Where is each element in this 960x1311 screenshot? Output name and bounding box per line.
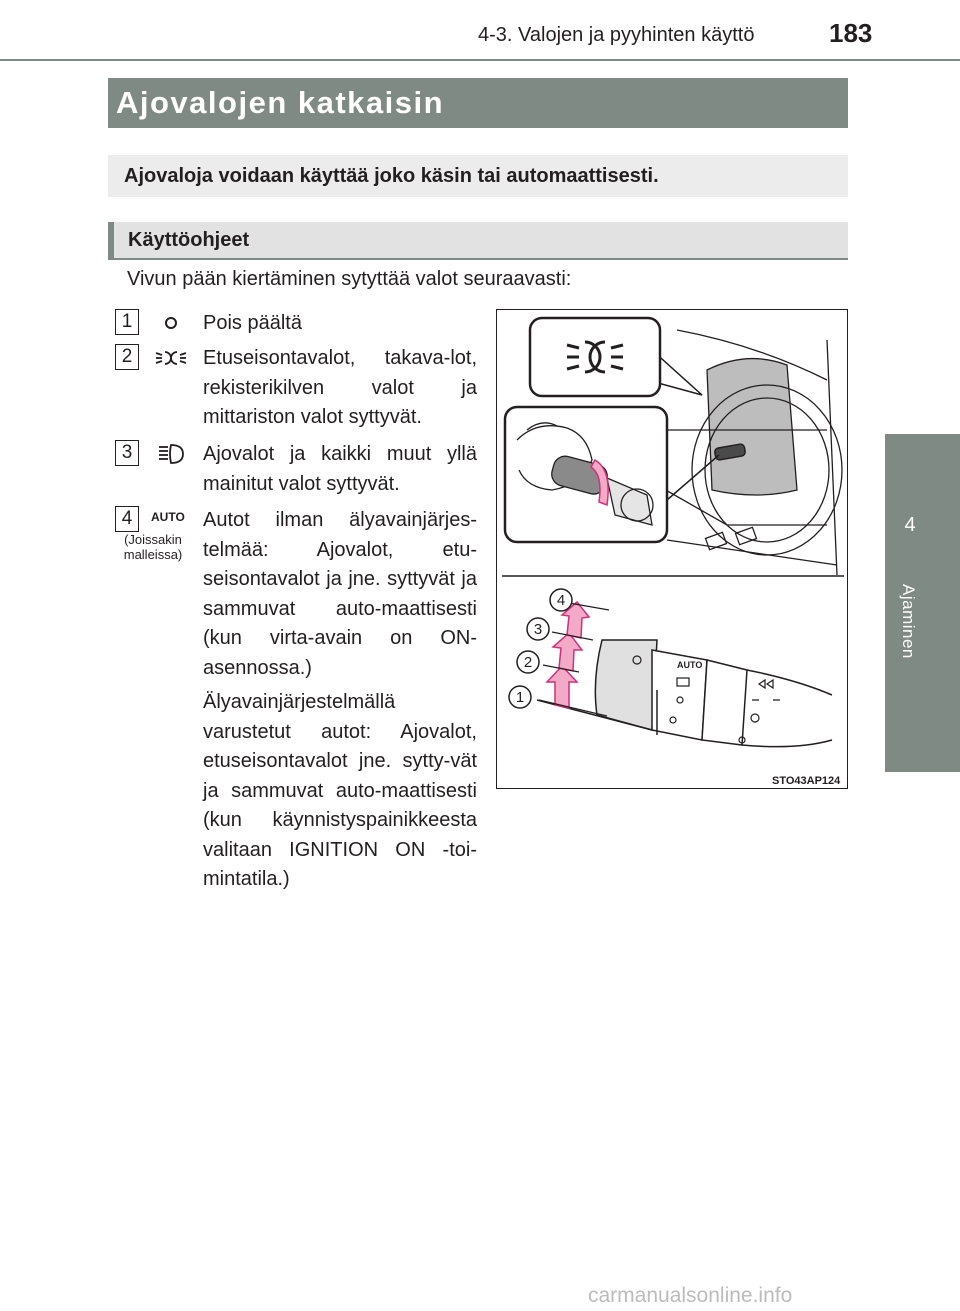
switch-auto-label: AUTO xyxy=(677,660,703,670)
figure-illustration xyxy=(497,310,849,790)
item-text-2: Älyavainjärjestelmällä varustetut autot: Ajovalot, etuseisontavalot jne. sytty-vät ja sammuvat auto-maattisesti (kun käynnistyspainikkeesta valitaan IGNITION ON -toi-mintatila.) xyxy=(203,691,477,890)
item-number: 2 xyxy=(115,344,139,370)
item-number: 1 xyxy=(115,309,139,335)
section-title: 4-3. Valojen ja pyyhinten käyttö xyxy=(478,24,755,46)
callout-3: 3 xyxy=(533,621,543,638)
auto-icon xyxy=(151,510,187,534)
chapter-number: 4 xyxy=(904,514,916,536)
item-text: Ajovalot ja kaikki muut yllä mainitut valot syttyvät. xyxy=(203,443,477,495)
item-text: Autot ilman älyavainjärjes-telmää: Ajovalot, etu-seisontavalot ja jne. syttyvät ja sammuvat auto-maattisesti (kun virta-avain on ON-asennossa.) xyxy=(203,509,477,679)
header-rule xyxy=(0,59,960,61)
item-number: 3 xyxy=(115,440,139,466)
auto-icon-label: AUTO xyxy=(151,510,185,524)
callout-4: 4 xyxy=(556,592,566,609)
callout-2: 2 xyxy=(523,654,533,671)
site-watermark[interactable]: carmanualsonline.info xyxy=(588,1284,793,1307)
intro-text: Ajovaloja voidaan käyttää joko käsin tai automaattisesti. xyxy=(124,165,659,187)
subheading-bar xyxy=(108,222,114,260)
subheading-text: Käyttöohjeet xyxy=(128,229,250,251)
item-number: 4 xyxy=(115,506,139,532)
lead-text: Vivun pään kiertäminen sytyttää valot seuraavasti: xyxy=(127,268,572,290)
subheading xyxy=(108,222,848,260)
tail-lights-icon xyxy=(153,346,189,370)
headlights-icon xyxy=(153,442,189,466)
callout-1: 1 xyxy=(515,689,525,706)
item-note: (Joissakin malleissa) xyxy=(123,532,183,562)
chapter-label: Ajaminen xyxy=(899,584,918,659)
item-text: Pois päältä xyxy=(203,312,302,334)
item-text: Etuseisontavalot, takava-lot, rekisterikilven valot ja mittariston valot syttyvät. xyxy=(203,347,477,428)
page-title: Ajovalojen katkaisin xyxy=(116,85,445,120)
intro-box xyxy=(108,155,848,197)
chapter-tab[interactable] xyxy=(885,434,960,772)
page-title-bar xyxy=(108,78,848,128)
off-circle-icon xyxy=(153,311,189,335)
page-header xyxy=(0,0,960,60)
page-number: 183 xyxy=(829,18,873,48)
headlight-switch-figure xyxy=(496,309,848,789)
figure-code: STO43AP124 xyxy=(772,775,841,787)
